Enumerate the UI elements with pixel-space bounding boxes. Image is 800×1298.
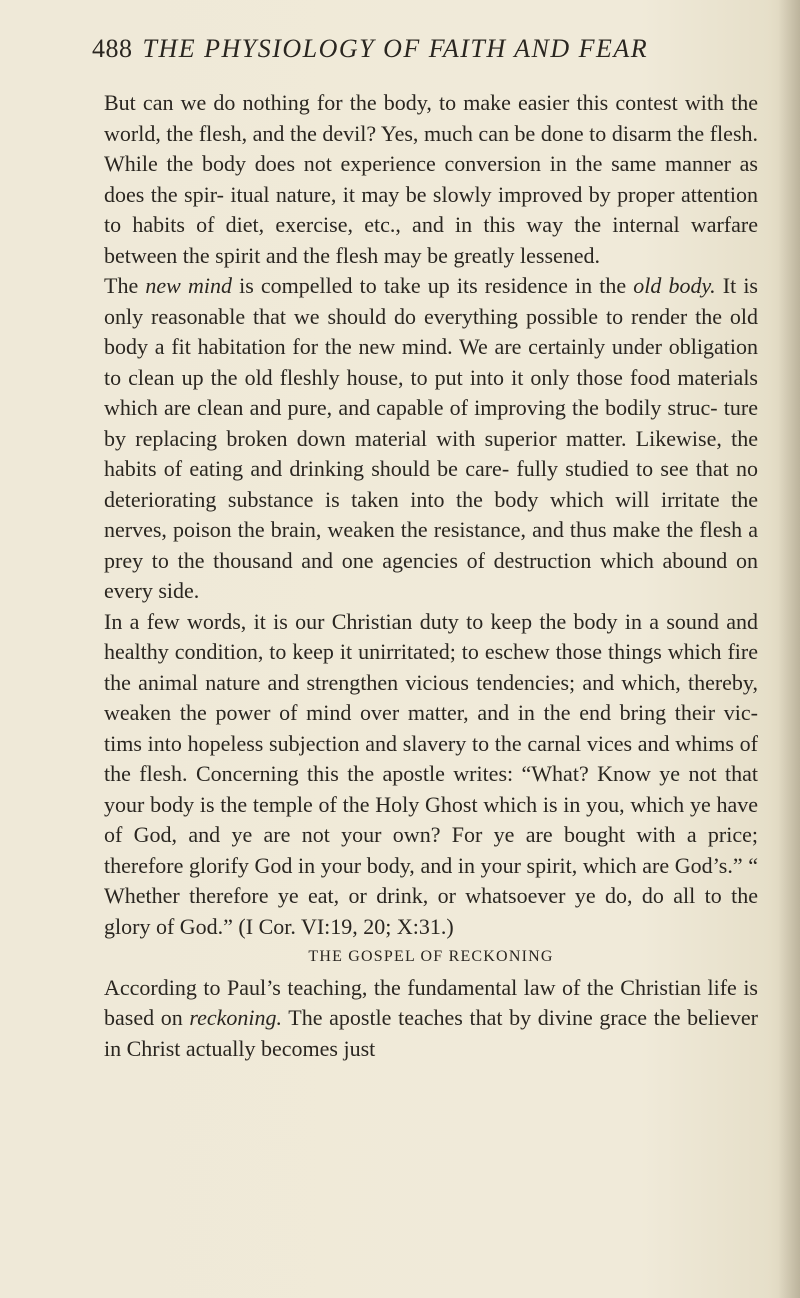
paragraph-2 <box>104 271 758 607</box>
page-number: 488 <box>92 34 133 63</box>
paragraph-4-text: The apostle teaches that by divine grace the believer in Christ actually becomes just <box>104 1005 758 1061</box>
paragraph-3: In a few words, it is our Christian duty to keep the body in a sound and healthy condition, to keep it unirritated; to eschew those things which fire the animal nature and strengthen vicious tendencies; and which, thereby, weaken the power of mind over matter, and in the end bring their vic- tims into hopeless subjection and slavery to the carnal vices and whims of the flesh. Concerning this the apostle writes: “What? Know ye not that your body is the temple of the Holy Ghost which is in you, which ye have of God, and ye are not your own? For ye are bought with a price; therefore glorify God in your body, and in your spirit, which are God’s.” “ Whether therefore ye eat, or drink, or whatsoever ye do, do all to the glory of God.” (I Cor. VI:19, 20; X:31.) <box>104 608 758 939</box>
emphasis-old-body: old body. <box>633 273 716 298</box>
section-heading: THE GOSPEL OF RECKONING <box>308 948 554 965</box>
body-text <box>104 88 758 1064</box>
page-edge-shadow <box>778 0 800 1298</box>
paragraph-2-text: The <box>104 273 146 298</box>
emphasis-new-mind: new mind <box>145 273 232 298</box>
paragraph-2-text: is compelled to take up its residence in the <box>231 273 634 298</box>
emphasis-reckoning: reckoning. <box>189 1005 283 1030</box>
paragraph-4 <box>104 973 758 1065</box>
paragraph-1: But can we do nothing for the body, to make easier this contest with the world, the flesh, and the devil? Yes, much can be done to disarm the flesh. While the body does not experience conversion in the same manner as does the spir- itual nature, it may be slowly improved by proper attention to habits of diet, exercise, etc., and in this way the internal warfare between the spirit and the flesh may be greatly lessened. <box>104 90 758 268</box>
paragraph-4-text: According to Paul’s teaching, the fundamental law of the Christian life is based on <box>104 974 758 1030</box>
paragraph-2-text: It is only reasonable that we should do everything possible to render the old body a fit habitation for the new mind. We are certainly under obligation to clean up the old fleshly house, to put into it only those food materials which are clean and pure, and capable of improving the bodily struc- ture by replacing broken down material with superior matter. Likewise, the habits of eating and drinking should be care- fully studied to see that no deteriorating substance is taken into the body which will irritate the nerves, poison the brain, weaken the resistance, and thus make the flesh a prey to the thousand and one agencies of destruction which abound on every side. <box>104 273 758 603</box>
page-header <box>92 34 712 68</box>
running-head: THE PHYSIOLOGY OF FAITH AND FEAR <box>142 34 649 63</box>
